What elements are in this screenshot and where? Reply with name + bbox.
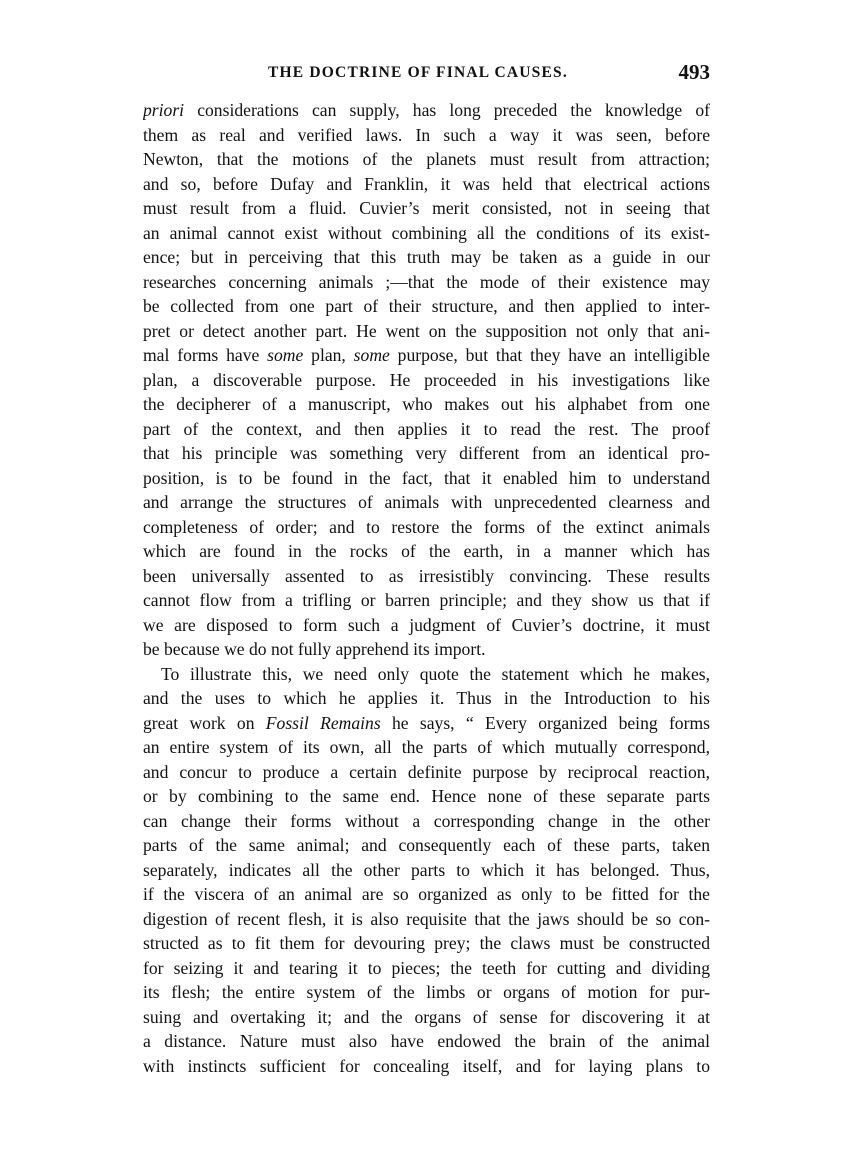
text-run: part of the context, and then applies it to read the rest. The proof (143, 418, 710, 439)
running-title: THE DOCTRINE OF FINAL CAUSES. (268, 64, 568, 81)
text-run: digestion of recent flesh, it is also requisite that the jaws should be so con- (143, 908, 710, 929)
text-line (143, 245, 710, 270)
text-line (143, 564, 710, 589)
text-run: position, is to be found in the fact, that it enabled him to understand (143, 467, 710, 488)
text-line (143, 931, 710, 956)
text-run: cannot flow from a trifling or barren principle; and they show us that if (143, 590, 710, 610)
text-line (143, 147, 710, 172)
text-run: can change their forms without a corresponding change in the other (143, 810, 710, 831)
text-line (143, 735, 710, 760)
text-line (143, 221, 710, 246)
text-line (143, 515, 710, 540)
text-line (143, 980, 710, 1005)
page-number: 493 (678, 60, 710, 84)
text-run: plan, a discoverable purpose. He proceeded in his investigations like (143, 369, 710, 390)
text-line (143, 368, 710, 393)
text-line (143, 686, 710, 711)
text-line (143, 809, 710, 834)
text-line (143, 196, 710, 221)
text-line (143, 1005, 710, 1030)
text-line (143, 466, 710, 491)
text-line (143, 343, 710, 368)
text-line (143, 613, 710, 638)
text-line (143, 1054, 710, 1079)
text-run: the decipherer of a manuscript, who makes out his alphabet from one (143, 394, 710, 414)
text-run: suing and overtaking it; and the organs of sense for discovering it at (143, 1006, 710, 1027)
text-line (143, 711, 710, 736)
text-run: which are found in the rocks of the earth, in a manner which has (143, 541, 710, 561)
paragraph (143, 662, 710, 1079)
text-line (143, 956, 710, 981)
text-line (143, 441, 710, 466)
running-head (140, 62, 710, 88)
text-run: an entire system of its own, all the parts of which mutually correspond, (143, 737, 710, 757)
text-run: that his principle was something very different from an identical pro- (143, 443, 710, 463)
text-run: purpose, but that they have an intelligible (389, 345, 710, 365)
text-line (143, 172, 710, 197)
text-run: parts of the same animal; and consequently each of these parts, taken (143, 835, 710, 855)
text-run: been universally assented to as irresistibly convincing. These results (143, 565, 710, 586)
text-line (143, 319, 710, 344)
text-run: for seizing it and tearing it to pieces; the teeth for cutting and dividing (143, 957, 710, 978)
text-run: and the uses to which he applies it. Thus in the Introduction to his (143, 688, 710, 708)
text-line (143, 907, 710, 932)
text-run: pret or detect another part. He went on the supposition not only that ani- (143, 320, 710, 341)
text-line (143, 270, 710, 295)
text-run: and arrange the structures of animals with unprecedented clearness and (143, 492, 710, 512)
italic-text: some (267, 345, 304, 365)
text-run: its flesh; the entire system of the limbs or organs of motion for pur- (143, 982, 710, 1002)
text-line (143, 294, 710, 319)
text-run: ence; but in perceiving that this truth may be taken as a guide in our (143, 247, 710, 267)
text-line (143, 858, 710, 883)
text-run: considerations can supply, has long preceded the knowledge of (184, 100, 710, 120)
text-run: mal forms have (143, 345, 268, 365)
text-run: and so, before Dufay and Franklin, it was held that electrical actions (143, 173, 710, 194)
text-run: an animal cannot exist without combining all the conditions of its exist- (143, 222, 710, 243)
text-run: with instincts sufficient for concealing itself, and for laying plans to (143, 1055, 710, 1076)
body-text (143, 98, 710, 1078)
paragraph (143, 98, 710, 662)
text-line (143, 784, 710, 809)
text-line (143, 588, 710, 613)
text-line (143, 662, 710, 687)
text-run: we are disposed to form such a judgment of Cuvier’s doctrine, it must (143, 614, 710, 635)
text-line (143, 637, 710, 662)
text-line (143, 392, 710, 417)
text-line (143, 760, 710, 785)
text-run: completeness of order; and to restore the forms of the extinct animals (143, 516, 710, 537)
italic-text: some (353, 345, 390, 365)
text-run: be because we do not fully apprehend its import. (143, 639, 486, 659)
text-run: a distance. Nature must also have endowed the brain of the animal (143, 1031, 710, 1051)
text-line (143, 833, 710, 858)
text-line (143, 417, 710, 442)
text-line (143, 123, 710, 148)
text-run: plan, (303, 345, 354, 365)
text-run: separately, indicates all the other parts to which it has belonged. Thus, (143, 859, 710, 880)
text-run: if the viscera of an animal are so organized as only to be fitted for the (143, 884, 710, 904)
text-run: and concur to produce a certain definite purpose by reciprocal reaction, (143, 761, 710, 782)
text-run: he says, “ Every organized being forms (380, 712, 710, 733)
text-run: To illustrate this, we need only quote the statement which he makes, (161, 663, 710, 684)
text-line (143, 98, 710, 123)
text-run: or by combining to the same end. Hence none of these separate parts (143, 786, 710, 806)
text-run: be collected from one part of their structure, and then applied to inter- (143, 296, 710, 316)
text-line (143, 882, 710, 907)
text-run: Newton, that the motions of the planets must result from attraction; (143, 149, 710, 169)
text-run: must result from a fluid. Cuvier’s merit consisted, not in seeing that (143, 198, 710, 218)
text-run: great work on (143, 712, 266, 733)
text-run: them as real and verified laws. In such a way it was seen, before (143, 124, 710, 145)
text-line (143, 1029, 710, 1054)
italic-text: priori (143, 100, 185, 120)
italic-text: Fossil Remains (265, 712, 381, 733)
text-run: researches concerning animals ;—that the mode of their existence may (143, 271, 710, 292)
text-run: structed as to fit them for devouring prey; the claws must be constructed (143, 933, 710, 953)
text-line (143, 490, 710, 515)
text-line (143, 539, 710, 564)
